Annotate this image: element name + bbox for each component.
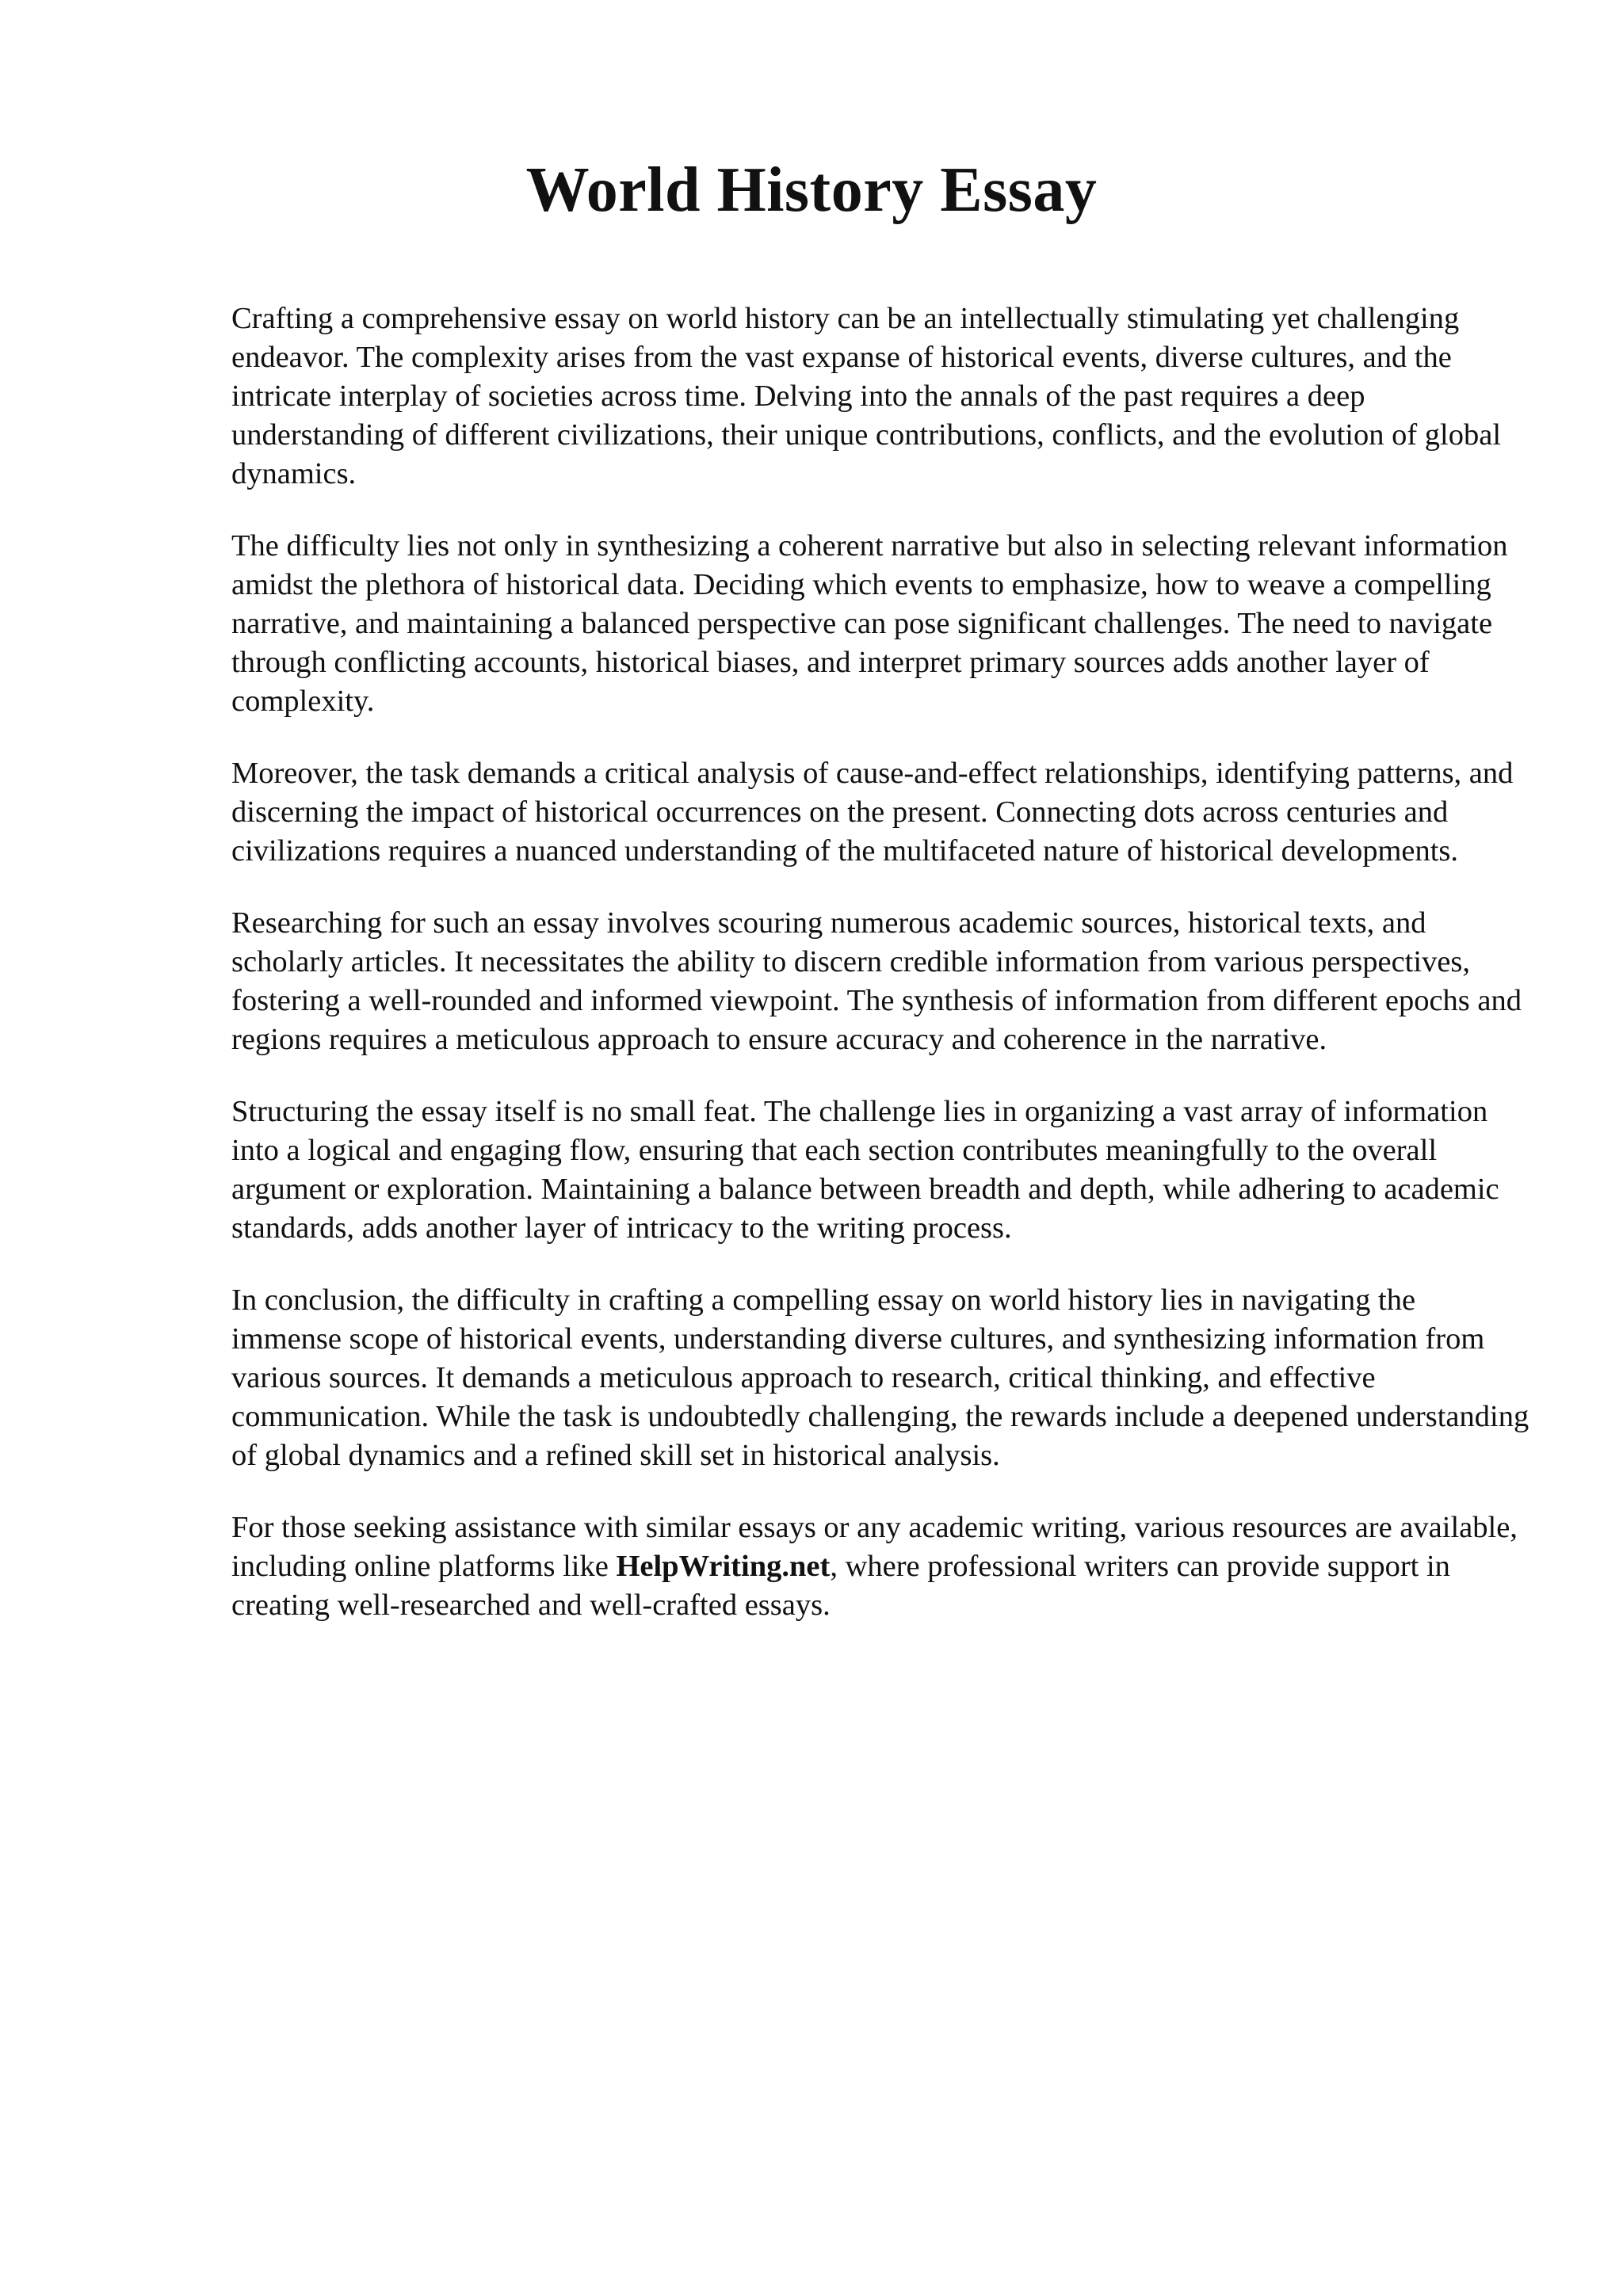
- paragraph-5: Structuring the essay itself is no small feat. The challenge lies in organizing a vast array of information into a logical and engaging flow, ensuring that each section contributes meaningfully to the overall argument or exploration. Maintaining a balance between breadth and depth, while adhering to academic standards, adds another layer of intricacy to the writing process.: [231, 1095, 1499, 1245]
- paragraph-6: In conclusion, the difficulty in crafting a compelling essay on world history lies in navigating the immense scope of historical events, understanding diverse cultures, and synthesizing information from various sources. It demands a meticulous approach to research, critical thinking, and effective communication. While the task is undoubtedly challenging, the rewards include a deepened understanding of global dynamics and a refined skill set in historical analysis.: [231, 1283, 1529, 1472]
- paragraph-3: Moreover, the task demands a critical analysis of cause-and-effect relationships, identifying patterns, and discerning the impact of historical occurrences on the present. Connecting dots across centuries and civilizations requires a nuanced understanding of the multifaceted nature of historical developments.: [231, 757, 1514, 868]
- paragraph-2: The difficulty lies not only in synthesizing a coherent narrative but also in selecting relevant information amidst the plethora of historical data. Deciding which events to emphasize, how to weave a compelling narrative, and maintaining a balanced perspective can pose significant challenges. The need to navigate through conflicting accounts, historical biases, and interpret primary sources adds another layer of complexity.: [231, 529, 1508, 718]
- paragraph-1: Crafting a comprehensive essay on world history can be an intellectually stimulating yet challenging endeavor. The complexity arises from the vast expanse of historical events, diverse cultures, and the intricate interplay of societies across time. Delving into the annals of the past requires a deep understanding of different civilizations, their unique contributions, conflicts, and the evolution of global dynamics.: [231, 302, 1502, 490]
- closing-text-before: For those seeking assistance with similar essays or any academic writing, various resources are available, including online platforms like: [231, 1511, 1518, 1583]
- closing-text-after: , where professional writers can provide support in creating well-researched and well-crafted essays.: [231, 1550, 1450, 1622]
- brand-link[interactable]: HelpWriting.net: [616, 1550, 831, 1583]
- page-title: World History Essay: [525, 155, 1098, 225]
- closing-paragraph: [231, 1508, 1531, 1625]
- essay-body: [231, 299, 1531, 1658]
- paragraph-4: Researching for such an essay involves scouring numerous academic sources, historical texts, and scholarly articles. It necessitates the ability to discern credible information from various perspectives, fostering a well-rounded and informed viewpoint. The synthesis of information from different epochs and regions requires a meticulous approach to ensure accuracy and coherence in the narrative.: [231, 906, 1522, 1056]
